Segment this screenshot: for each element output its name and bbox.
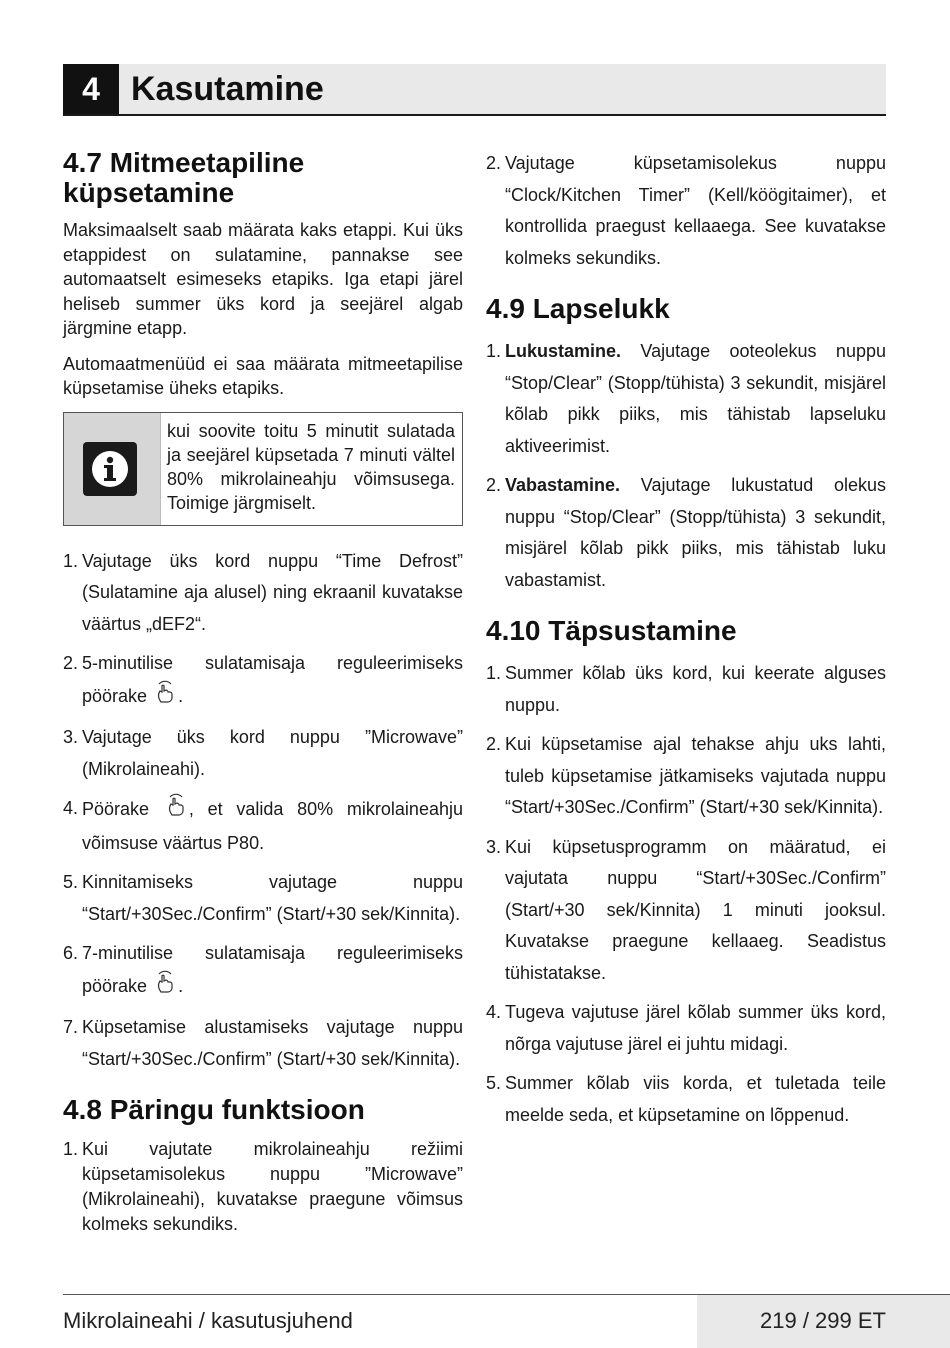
chapter-header — [63, 64, 886, 116]
rotary-knob-icon — [165, 793, 187, 828]
list-text: Kinnitamiseks vajutage nuppu “Start/+30Sec./Confirm” (Start/+30 sek/Kinnita). — [82, 872, 463, 924]
list-item — [63, 546, 463, 641]
list-text: Vajutage ooteolekus nuppu “Stop/Clear” (Stopp/tühista) 3 sekundit, misjärel kõlab pikk piiks, mis tähistab lapseluku aktiveerimist. — [505, 341, 886, 456]
rotary-knob-icon — [154, 970, 176, 1005]
list-number: 2. — [63, 653, 79, 673]
footer-document-title: Mikrolaineahi / kasutusjuhend — [63, 1308, 353, 1333]
info-box-text: kui soovite toitu 5 minutit sulatada ja seejärel küpsetada 7 minuti vältel 80% mikrolaineahju võimsusega. Toimige järgmiselt. — [167, 420, 455, 513]
rotary-knob-icon — [154, 680, 176, 715]
list-text: Vajutage lukustatud olekus nuppu “Stop/Clear” (Stopp/tühista) 3 sekundit, misjärel kõlab pikk piiks, mis tähistab luku vabastamist. — [505, 475, 886, 590]
list-text: 7-minutilise sulatamisaja reguleerimiseks pöörake — [82, 943, 463, 996]
list-item — [63, 793, 463, 859]
footer-page-number: 219 / 299 ET — [760, 1308, 886, 1333]
list-item — [486, 997, 886, 1060]
info-icon — [83, 442, 137, 496]
right-column — [486, 148, 886, 1151]
list-text: Küpsetamise alustamiseks vajutage nuppu “Start/+30Sec./Confirm” (Start/+30 sek/Kinnita). — [82, 1017, 463, 1069]
list-item — [63, 867, 463, 930]
list-item — [486, 832, 886, 990]
list-item — [63, 1012, 463, 1075]
list-item — [486, 148, 886, 274]
list-number: 1. — [486, 341, 502, 361]
list-number: 1. — [63, 1139, 79, 1159]
list-item — [486, 658, 886, 721]
list-text: Kui küpsetusprogramm on määratud, ei vajutata nuppu “Start/+30Sec./Confirm” (Start/+30 sek/Kinnita) 1 minuti jooksul. Kuvatakse praegune kellaaeg. Seadistus tühistatakse. — [505, 836, 886, 983]
section-4-7-title: 4.7 Mitmeetapiline küpsetamine — [63, 147, 305, 208]
list-text: Kui küpsetamise ajal tehakse ahju uks lahti, tuleb küpsetamise jätkamiseks vajutada nuppu “Start/+30Sec./Confirm” (Start/+30 sek/Kinnita). — [505, 734, 886, 817]
section-4-10-items — [486, 658, 886, 1131]
list-text: Vajutage üks kord nuppu “Time Defrost” (Sulatamine aja alusel) ning ekraanil kuvatakse väärtus „dEF2“. — [82, 550, 463, 634]
list-text: , et valida 80% mikrolaineahju võimsuse väärtus P80. — [82, 799, 463, 853]
list-number: 4. — [63, 798, 79, 818]
list-item — [486, 336, 886, 462]
info-box-side — [64, 413, 161, 525]
list-number: 2. — [486, 153, 502, 173]
section-4-8-items-continued — [486, 148, 886, 274]
list-number: 6. — [63, 943, 79, 963]
section-4-7-paragraph-1: Maksimaalselt saab määrata kaks etappi. Kui üks etappidest on sulatamine, pannakse see automaatselt esimeseks etapiks. Iga etapi järel heliseb summer üks kord ja seejärel algab järgmine etapp. — [63, 220, 463, 338]
chapter-title: Kasutamine — [131, 70, 324, 108]
list-text: . — [178, 975, 184, 996]
list-text: Summer kõlab üks kord, kui keerate alguses nuppu. — [505, 663, 886, 715]
list-number: 5. — [63, 872, 79, 892]
list-number: 2. — [486, 475, 502, 495]
section-4-10-title: 4.10 Täpsustamine — [486, 615, 737, 646]
list-text: Vajutage üks kord nuppu ”Microwave” (Mikrolaineahi). — [82, 727, 463, 779]
section-4-8-title: 4.8 Päringu funktsioon — [63, 1094, 365, 1125]
list-item — [63, 648, 463, 714]
list-text: 5-minutilise sulatamisaja reguleerimiseks pöörake — [82, 653, 463, 706]
list-number: 7. — [63, 1017, 79, 1037]
section-4-9-items — [486, 336, 886, 596]
list-number: 1. — [486, 663, 502, 683]
list-number: 1. — [63, 550, 79, 571]
list-item — [63, 1137, 463, 1237]
section-4-7-steps — [63, 546, 463, 1076]
list-item — [486, 470, 886, 596]
list-number: 4. — [486, 1002, 502, 1022]
section-4-7-paragraph-2: Automaatmenüüd ei saa määrata mitmeetapilise küpsetamise üheks etapiks. — [63, 353, 463, 398]
chapter-number: 4 — [63, 64, 119, 114]
info-box — [63, 412, 463, 526]
list-text: Tugeva vajutuse järel kõlab summer üks kord, nõrga vajutuse järel ei juhtu midagi. — [505, 1002, 886, 1054]
left-column — [63, 148, 463, 1257]
list-text: Kui vajutate mikrolaineahju režiimi küpsetamisolekus nuppu ”Microwave” (Mikrolaineahi), kuvatakse praegune võimsus kolmeks sekundiks. — [82, 1139, 463, 1234]
list-text: Vajutage küpsetamisolekus nuppu “Clock/Kitchen Timer” (Kell/köögitaimer), et kontrollida praegust kellaaega. See kuvatakse kolmeks sekundiks. — [505, 153, 886, 268]
section-4-8-items — [63, 1137, 463, 1237]
list-item — [63, 722, 463, 785]
list-text: . — [178, 685, 184, 706]
list-text: Pöörake — [82, 799, 150, 819]
list-bold-label: Lukustamine. — [505, 341, 622, 361]
section-4-9-title: 4.9 Lapselukk — [486, 293, 670, 324]
list-item — [486, 729, 886, 824]
list-bold-label: Vabastamine. — [505, 475, 621, 495]
list-text: Summer kõlab viis korda, et tuletada teile meelde seda, et küpsetamine on lõppenud. — [505, 1073, 886, 1125]
list-number: 3. — [486, 836, 502, 857]
list-item — [486, 1068, 886, 1131]
list-number: 5. — [486, 1073, 502, 1093]
list-number: 2. — [486, 734, 502, 754]
list-number: 3. — [63, 727, 79, 747]
list-item — [63, 938, 463, 1004]
